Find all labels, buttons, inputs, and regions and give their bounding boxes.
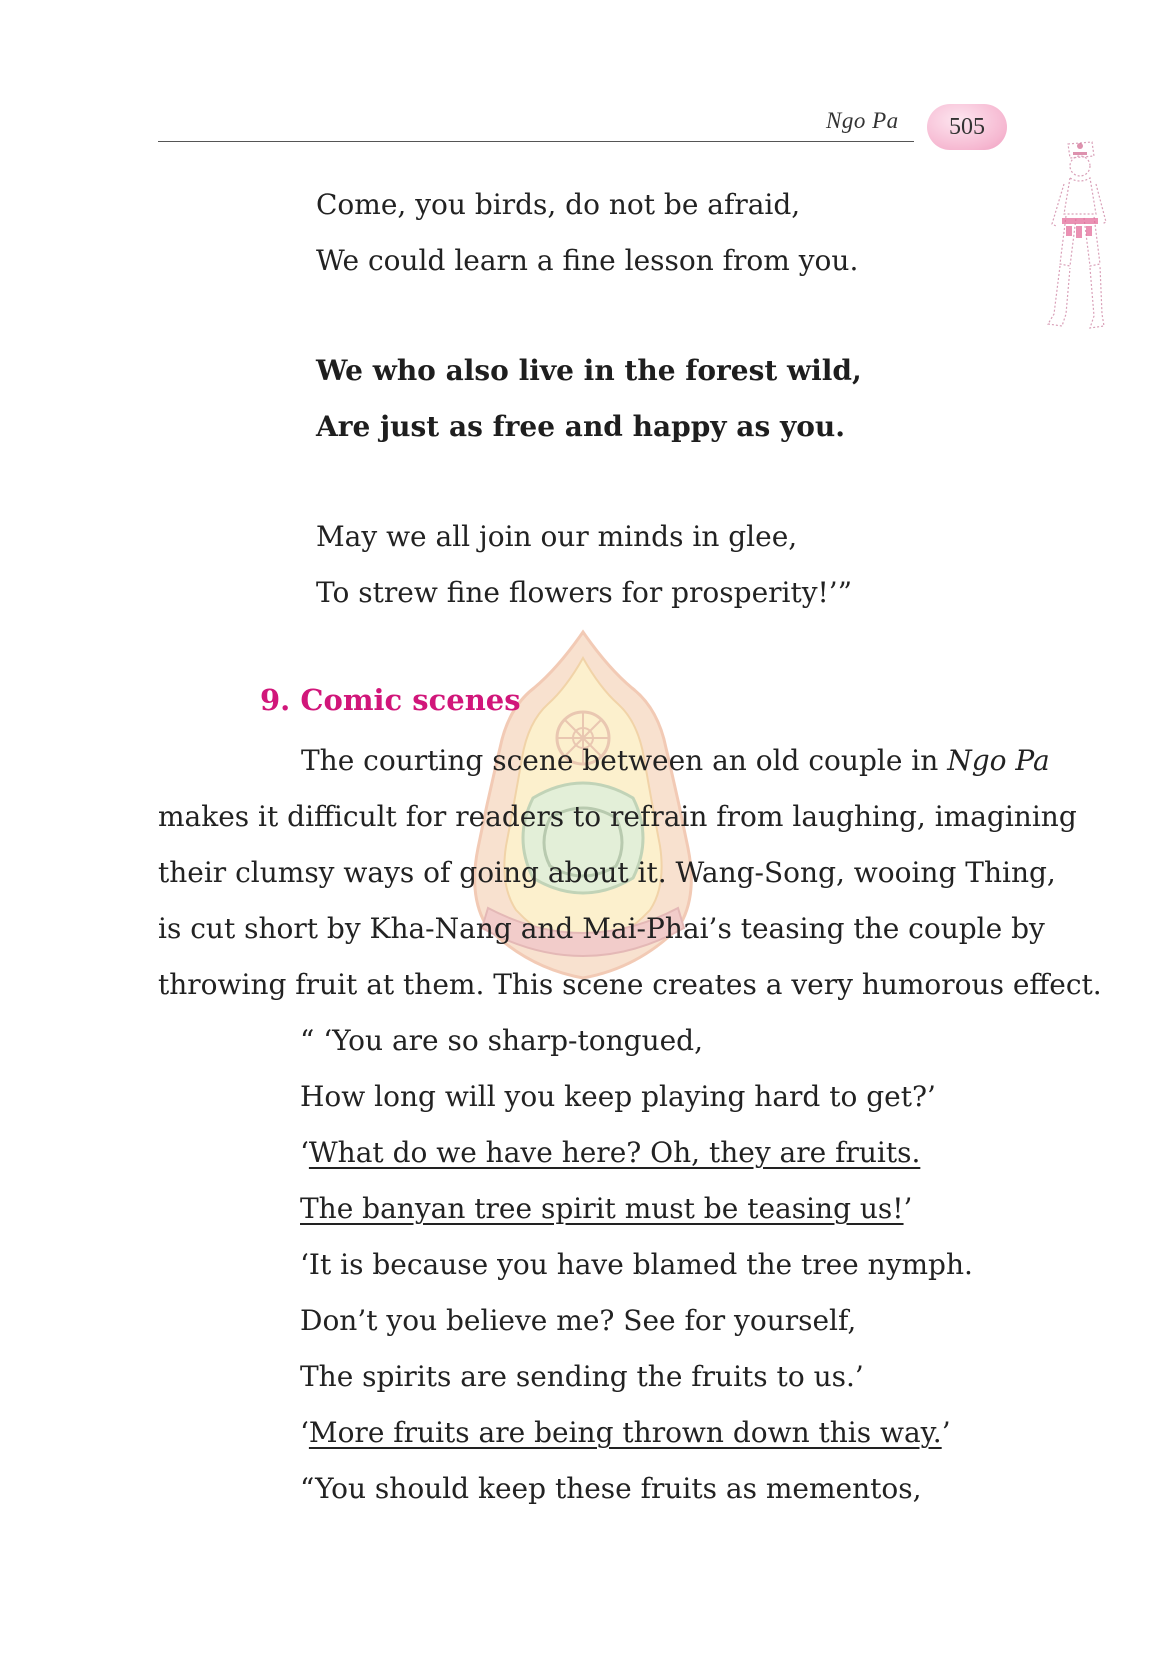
quote-line: ‘It is because you have blamed the tree nymph.	[300, 1248, 973, 1281]
paragraph-line	[158, 742, 1050, 780]
verse-line-bold: We who also live in the forest wild,	[316, 354, 862, 387]
quote-mark: ‘	[300, 1136, 309, 1169]
verse-line: May we all join our minds in glee,	[316, 520, 798, 553]
quote-line	[300, 1134, 920, 1172]
quote-mark: ’	[903, 1192, 913, 1225]
underlined-text: More fruits are being thrown down this way.	[308, 1416, 942, 1449]
paragraph-line: throwing fruit at them. This scene creates a very humorous effect.	[158, 968, 1102, 1001]
verse-line: We could learn a fine lesson from you.	[316, 244, 859, 277]
section-title: Comic scenes	[300, 683, 521, 717]
verse-line-bold: Are just as free and happy as you.	[316, 410, 846, 443]
verse-line: To strew fine flowers for prosperity!’”	[316, 576, 853, 609]
paragraph-line: is cut short by Kha-Nang and Mai-Phai’s teasing the couple by	[158, 912, 1045, 945]
work-title: Ngo Pa	[947, 744, 1050, 777]
section-heading	[260, 683, 521, 717]
quote-line	[300, 1190, 912, 1228]
page-number-badge	[927, 104, 1007, 150]
paragraph-line: their clumsy ways of going about it. Wang-Song, wooing Thing,	[158, 856, 1056, 889]
section-number: 9.	[260, 683, 291, 717]
thai-dancer-figure-icon	[1040, 134, 1120, 344]
quote-line: “ ‘You are so sharp-tongued,	[300, 1024, 703, 1057]
header-rule	[158, 141, 914, 142]
running-title: Ngo Pa	[826, 108, 899, 133]
quote-mark: ‘	[300, 1416, 309, 1449]
quote-mark: ’	[941, 1416, 951, 1449]
underlined-text: What do we have here? Oh, they are fruits.	[308, 1136, 921, 1169]
paragraph-line: makes it difficult for readers to refrain from laughing, imagining	[158, 800, 1077, 833]
quote-line: The spirits are sending the fruits to us.’	[300, 1360, 864, 1393]
verse-line: Come, you birds, do not be afraid,	[316, 188, 801, 221]
quote-line: Don’t you believe me? See for yourself,	[300, 1304, 857, 1337]
quote-line	[300, 1414, 951, 1452]
page-number: 505	[949, 113, 985, 140]
paragraph-text: The courting scene between an old couple in	[301, 744, 948, 777]
underlined-text: The banyan tree spirit must be teasing us!	[300, 1192, 904, 1225]
quote-line: How long will you keep playing hard to get?’	[300, 1080, 936, 1113]
quote-line: “You should keep these fruits as mementos,	[300, 1472, 922, 1505]
